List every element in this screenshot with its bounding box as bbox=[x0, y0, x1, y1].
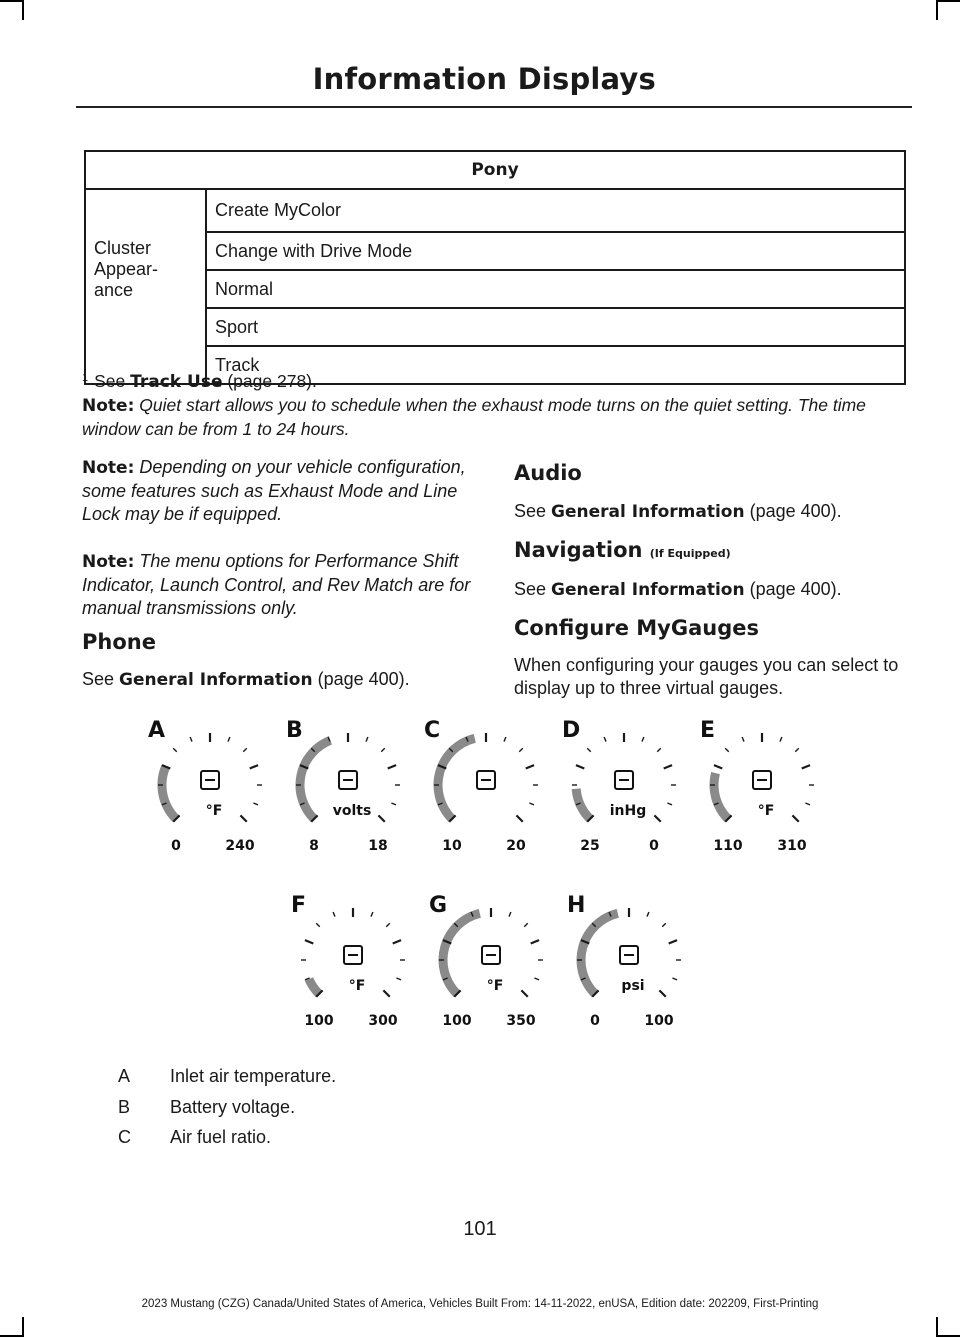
gauge-c bbox=[424, 718, 538, 854]
gauge-e bbox=[700, 718, 814, 854]
gauge-tick bbox=[587, 748, 591, 752]
gauge-tick bbox=[802, 765, 810, 768]
note-label: Note: bbox=[82, 458, 135, 478]
engine-icon bbox=[753, 771, 771, 789]
gauge-tick bbox=[250, 765, 258, 768]
battery-icon bbox=[339, 771, 357, 789]
gauge-tick bbox=[504, 737, 506, 742]
gauge-tick bbox=[305, 940, 313, 943]
gauge-tick bbox=[521, 990, 527, 996]
gauge-unit: inHg bbox=[609, 803, 647, 819]
gauge-level-band bbox=[443, 913, 480, 994]
gauge-tick bbox=[509, 912, 511, 917]
gauge-tick bbox=[333, 912, 335, 917]
gauge-tick bbox=[534, 978, 539, 980]
gauge-b bbox=[286, 718, 400, 854]
table-cell: Create MyColor bbox=[206, 189, 905, 232]
gauge-tick bbox=[253, 803, 258, 805]
gauge-tick bbox=[604, 737, 606, 742]
gauge-tick bbox=[725, 748, 729, 752]
transmission-temp-icon bbox=[344, 946, 362, 964]
gauge-tick bbox=[529, 803, 534, 805]
table-cell: Normal bbox=[206, 270, 905, 308]
crop-mark-top-left bbox=[0, 0, 22, 2]
gauge-min-label: 110 bbox=[713, 838, 743, 854]
gauge-max-label: 310 bbox=[777, 838, 807, 854]
gauge-max-label: 240 bbox=[225, 838, 255, 854]
footnote bbox=[82, 371, 317, 392]
gauge-min-label: 100 bbox=[304, 1013, 334, 1029]
crop-mark-bottom-right-v bbox=[936, 1317, 938, 1337]
section-title: Information Displays bbox=[312, 62, 656, 96]
gauge-tick bbox=[780, 737, 782, 742]
gauge-letter: F bbox=[291, 893, 307, 918]
note-text: Depending on your vehicle configuration, some features such as Exhaust Mode and Line Lock may be if equipped. bbox=[82, 457, 466, 524]
see-text: See bbox=[82, 669, 115, 689]
gauge-tick bbox=[388, 765, 396, 768]
crop-mark-top-right-v bbox=[936, 0, 938, 20]
general-information-link[interactable]: General Information bbox=[551, 502, 745, 522]
gauge-tick bbox=[391, 803, 396, 805]
gauge-max-label: 100 bbox=[644, 1013, 674, 1029]
group-label-word: ance bbox=[94, 280, 134, 300]
gauge-letter: E bbox=[700, 718, 716, 743]
audio-reference bbox=[514, 500, 906, 524]
table-title: Pony bbox=[85, 151, 905, 189]
oil-pressure-icon bbox=[620, 946, 638, 964]
configure-mygauges-heading: Configure MyGauges bbox=[514, 616, 759, 640]
gauge-tick bbox=[795, 748, 799, 752]
gauge-letter: C bbox=[424, 718, 441, 743]
footnote-number: 1 bbox=[82, 372, 89, 384]
legend-key: B bbox=[118, 1097, 131, 1117]
gauge-tick bbox=[654, 815, 660, 821]
legend-key: C bbox=[118, 1127, 131, 1147]
note-text: The menu options for Performance Shift Indicator, Launch Control, and Rev Match are for manual transmissions only. bbox=[82, 551, 471, 618]
gauge-tick bbox=[667, 803, 672, 805]
footnote-link[interactable]: Track Use bbox=[130, 372, 223, 392]
gauge-level-band bbox=[300, 740, 330, 819]
legend-key: A bbox=[118, 1066, 131, 1086]
note-configuration bbox=[82, 456, 474, 526]
gauge-unit: °F bbox=[757, 803, 775, 819]
legend-text: Battery voltage. bbox=[170, 1097, 296, 1117]
gauge-tick bbox=[657, 748, 661, 752]
crop-mark-top-left-v bbox=[22, 0, 24, 20]
table-cell: Track bbox=[206, 346, 905, 384]
gauge-tick bbox=[383, 990, 389, 996]
gauge-h bbox=[567, 893, 681, 1029]
gauge-letter: G bbox=[429, 893, 448, 918]
gauge-unit: psi bbox=[621, 978, 645, 994]
footnote-prefix: See bbox=[94, 371, 126, 391]
general-information-link[interactable]: General Information bbox=[119, 670, 313, 690]
legend-text: Air fuel ratio. bbox=[170, 1127, 272, 1147]
page-ref: (page 400). bbox=[749, 579, 842, 599]
pony-table bbox=[84, 150, 906, 385]
gauge-max-label: 20 bbox=[506, 838, 526, 854]
gauge-max-label: 18 bbox=[368, 838, 388, 854]
gauge-tick bbox=[792, 815, 798, 821]
gauge-min-label: 10 bbox=[442, 838, 462, 854]
gauge-tick bbox=[381, 748, 385, 752]
navigation-reference bbox=[514, 578, 906, 602]
phone-reference bbox=[82, 668, 474, 692]
table-cell: Change with Drive Mode bbox=[206, 232, 905, 270]
gauge-tick bbox=[386, 923, 390, 927]
gauge-max-label: 350 bbox=[506, 1013, 536, 1029]
table-group-label bbox=[85, 232, 206, 384]
gauge-level-band bbox=[162, 767, 176, 819]
note-label: Note: bbox=[82, 552, 135, 572]
inlet-air-temp-icon bbox=[201, 771, 219, 789]
gauge-tick bbox=[378, 815, 384, 821]
navigation-heading-text: Navigation bbox=[514, 538, 643, 562]
gauge-d bbox=[562, 718, 676, 854]
gauge-tick bbox=[240, 815, 246, 821]
gauge-tick bbox=[173, 748, 177, 752]
gauge-max-label: 0 bbox=[649, 838, 659, 854]
page-number: 101 bbox=[463, 1218, 497, 1240]
air-fuel-ratio-icon bbox=[477, 771, 495, 789]
gauge-tick bbox=[366, 737, 368, 742]
gauge-tick bbox=[371, 912, 373, 917]
gauge-tick bbox=[524, 923, 528, 927]
gauge-unit: °F bbox=[348, 978, 366, 994]
see-text: See bbox=[514, 501, 547, 521]
gauge-tick bbox=[805, 803, 810, 805]
gauge-min-label: 0 bbox=[590, 1013, 600, 1029]
gauge-tick bbox=[642, 737, 644, 742]
gauge-layer bbox=[148, 718, 814, 1029]
audio-heading: Audio bbox=[514, 461, 582, 485]
gauge-level-band bbox=[309, 979, 319, 994]
gauge-unit: °F bbox=[486, 978, 504, 994]
general-information-link[interactable]: General Information bbox=[551, 580, 745, 600]
note-quiet-start bbox=[82, 394, 914, 441]
gauge-level-band bbox=[714, 773, 728, 819]
gauge-letter: D bbox=[562, 718, 581, 743]
gauge-f bbox=[291, 893, 405, 1029]
gauge-tick bbox=[664, 765, 672, 768]
gauge-tick bbox=[516, 815, 522, 821]
gauge-tick bbox=[396, 978, 401, 980]
gauge-tick bbox=[742, 737, 744, 742]
gauge-tick bbox=[714, 765, 722, 768]
navigation-heading bbox=[514, 538, 731, 562]
note-label: Note: bbox=[82, 396, 135, 416]
gauge-tick bbox=[519, 748, 523, 752]
gauge-tick bbox=[531, 940, 539, 943]
table-blank-cell bbox=[85, 189, 206, 232]
footnote-suffix: (page 278). bbox=[227, 371, 317, 391]
gauge-tick bbox=[393, 940, 401, 943]
legend-text: Inlet air temperature. bbox=[170, 1066, 337, 1086]
page-ref: (page 400). bbox=[749, 501, 842, 521]
gauge-tick bbox=[526, 765, 534, 768]
if-equipped-tag: (If Equipped) bbox=[649, 547, 731, 560]
header-rule bbox=[76, 106, 912, 108]
crop-mark-bottom-left-v bbox=[22, 1317, 24, 1337]
gauge-unit: °F bbox=[205, 803, 223, 819]
gauge-tick bbox=[647, 912, 649, 917]
vacuum-icon bbox=[615, 771, 633, 789]
page-ref: (page 400). bbox=[317, 669, 410, 689]
gauge-letter: B bbox=[286, 718, 303, 743]
group-label-text bbox=[94, 238, 197, 301]
gauge-min-label: 100 bbox=[442, 1013, 472, 1029]
gauge-a bbox=[148, 718, 262, 854]
group-label-word: Appear- bbox=[94, 259, 159, 279]
gauges-illustration bbox=[140, 705, 840, 1030]
gauge-tick bbox=[243, 748, 247, 752]
coolant-temp-icon bbox=[482, 946, 500, 964]
gauge-tick bbox=[669, 940, 677, 943]
gauge-tick bbox=[190, 737, 192, 742]
gauge-letter: A bbox=[148, 718, 166, 743]
configure-mygauges-text: When configuring your gauges you can select to display up to three virtual gauges. bbox=[514, 655, 899, 698]
gauge-tick bbox=[672, 978, 677, 980]
gauge-min-label: 8 bbox=[309, 838, 319, 854]
gauge-letter: H bbox=[567, 893, 586, 918]
group-label-word: Cluster bbox=[94, 238, 152, 258]
gauge-tick bbox=[576, 765, 584, 768]
gauge-level-band bbox=[581, 913, 618, 994]
gauge-min-label: 25 bbox=[580, 838, 600, 854]
table-cell: Sport bbox=[206, 308, 905, 346]
gauge-tick bbox=[659, 990, 665, 996]
gauge-min-label: 0 bbox=[171, 838, 181, 854]
note-text: Quiet start allows you to schedule when the exhaust mode turns on the quiet setting. The time window can be from 1 to 24 hours. bbox=[82, 395, 866, 439]
page-footer: 2023 Mustang (CZG) Canada/United States of America, Vehicles Built From: 14-11-2022, enUSA, Edition date: 202209, First-Printing bbox=[141, 1298, 819, 1310]
note-manual-transmission bbox=[82, 550, 474, 620]
gauge-tick bbox=[662, 923, 666, 927]
gauge-level-band bbox=[438, 738, 475, 819]
gauge-g bbox=[429, 893, 543, 1029]
gauge-tick bbox=[316, 923, 320, 927]
crop-mark-top-right bbox=[938, 0, 960, 2]
gauge-max-label: 300 bbox=[368, 1013, 398, 1029]
phone-heading: Phone bbox=[82, 630, 156, 654]
gauge-unit: volts bbox=[332, 803, 372, 819]
gauge-tick bbox=[228, 737, 230, 742]
see-text: See bbox=[514, 579, 547, 599]
